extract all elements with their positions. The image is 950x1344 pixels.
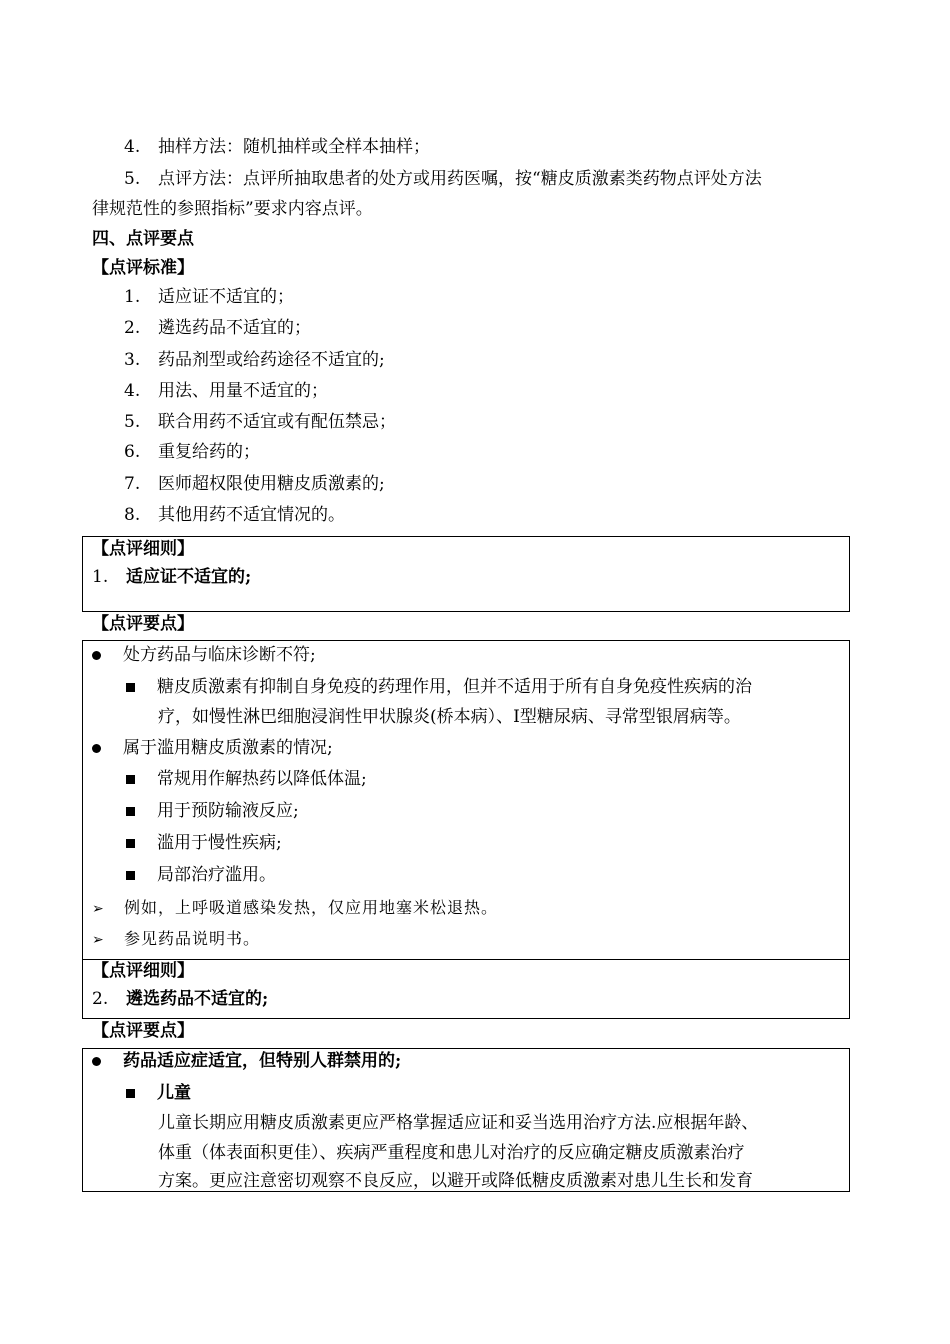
sub-bullet-item: 糖皮质激素有抑制自身免疫的药理作用，但并不适用于所有自身免疫性疾病的治 xyxy=(126,676,752,698)
method-item-4: 4. 抽样方法：随机抽样或全样本抽样； xyxy=(124,137,430,157)
bullet-item: 处方药品与临床诊断不符; xyxy=(92,644,316,666)
detail-item: 1. 适应证不适宜的; xyxy=(92,567,252,587)
bullet-dot-icon xyxy=(92,1057,101,1066)
method-item-5: 5. 点评方法：点评所抽取患者的处方或用药医嘱，按“糖皮质激素类药物点评处方法 xyxy=(124,169,762,189)
sub-bullet-item: 滥用于慢性疾病; xyxy=(126,832,282,854)
bullet-square-icon xyxy=(126,1089,135,1098)
standard-item: 1. 适应证不适宜的； xyxy=(124,287,294,307)
standard-item: 8. 其他用药不适宜情况的。 xyxy=(124,505,345,525)
bullet-square-icon xyxy=(126,807,135,816)
points-title: 【点评要点】 xyxy=(92,1021,194,1041)
detail-title: 【点评细则】 xyxy=(92,539,194,559)
standard-title: 【点评标准】 xyxy=(92,258,194,278)
bullet-dot-icon xyxy=(92,651,101,660)
bullet-square-icon xyxy=(126,871,135,880)
sub-bullet-item: 局部治疗滥用。 xyxy=(126,864,276,886)
sub-bullet-item: 儿童 xyxy=(126,1082,191,1104)
standard-item: 5. 联合用药不适宜或有配伍禁忌； xyxy=(124,412,396,432)
bullet-square-icon xyxy=(126,683,135,692)
points-title: 【点评要点】 xyxy=(92,614,194,634)
bullet-square-icon xyxy=(126,839,135,848)
standard-item: 6. 重复给药的； xyxy=(124,442,260,462)
bullet-dot-icon xyxy=(92,744,101,753)
sub-bullet-item: 常规用作解热药以降低体温; xyxy=(126,768,367,790)
standard-item: 2. 遴选药品不适宜的； xyxy=(124,318,311,338)
standard-item: 3. 药品剂型或给药途径不适宜的; xyxy=(124,350,385,370)
method-item-5-cont: 律规范性的参照指标”要求内容点评。 xyxy=(92,199,373,219)
arrow-item: ➢ 例如，上呼吸道感染发热，仅应用地塞米松退热。 xyxy=(92,897,498,920)
sub-bullet-item: 用于预防输液反应; xyxy=(126,800,299,822)
arrow-bullet-icon: ➢ xyxy=(92,932,105,948)
paragraph-line: 体重（体表面积更佳）、疾病严重程度和患儿对治疗的反应确定糖皮质激素治疗 xyxy=(158,1143,745,1163)
detail-title: 【点评细则】 xyxy=(92,961,194,981)
arrow-bullet-icon: ➢ xyxy=(92,901,105,917)
standard-item: 7. 医师超权限使用糖皮质激素的; xyxy=(124,474,385,494)
arrow-item: ➢ 参见药品说明书。 xyxy=(92,928,260,951)
sub-bullet-cont: 疗，如慢性淋巴细胞浸润性甲状腺炎(桥本病）、Ⅰ型糖尿病、寻常型银屑病等。 xyxy=(158,707,741,727)
bullet-square-icon xyxy=(126,775,135,784)
bullet-item: 药品适应症适宜，但特别人群禁用的; xyxy=(92,1050,401,1072)
paragraph-line: 方案。更应注意密切观察不良反应，以避开或降低糖皮质激素对患儿生长和发育 xyxy=(158,1171,753,1191)
paragraph-line: 儿童长期应用糖皮质激素更应严格掌握适应证和妥当选用治疗方法.应根据年龄、 xyxy=(158,1113,759,1133)
section-heading: 四、点评要点 xyxy=(92,229,194,249)
standard-item: 4. 用法、用量不适宜的； xyxy=(124,381,328,401)
detail-item: 2. 遴选药品不适宜的; xyxy=(92,989,269,1009)
bullet-item: 属于滥用糖皮质激素的情况; xyxy=(92,737,333,759)
